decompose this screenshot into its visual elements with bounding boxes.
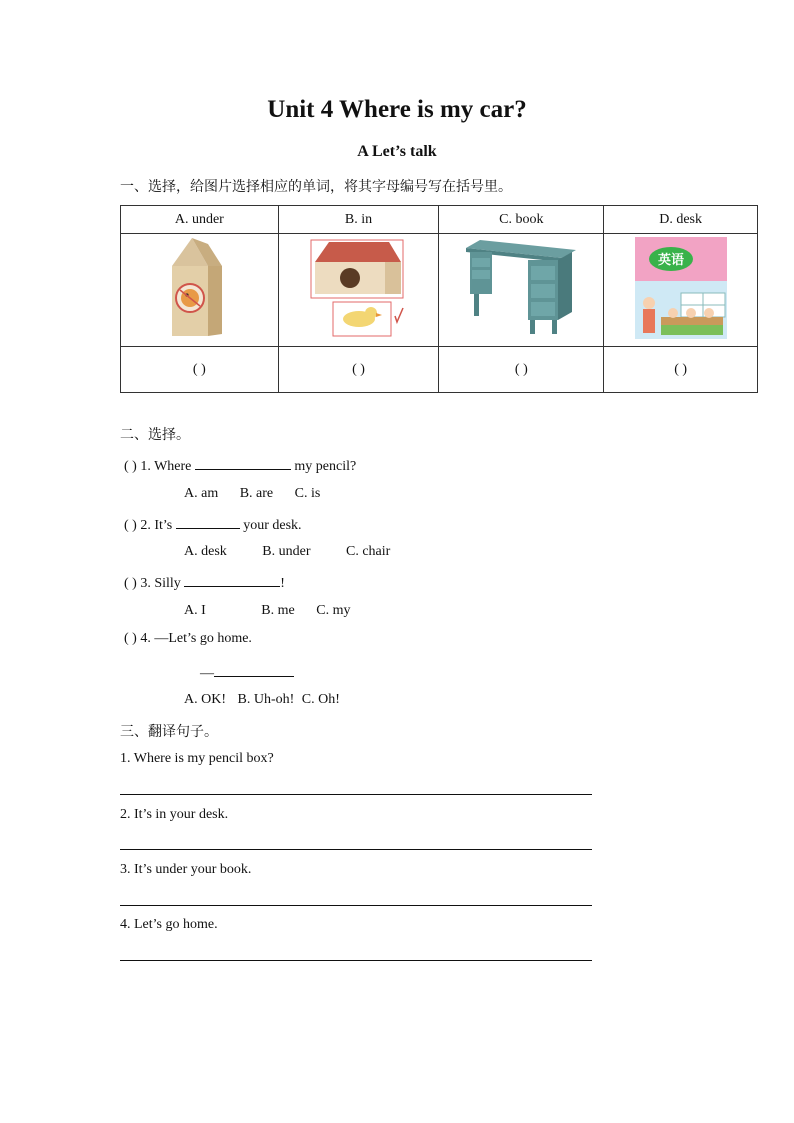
section3-heading: 三、翻译句子。 (120, 724, 218, 740)
picture-table (120, 205, 758, 393)
answer-line-1[interactable] (120, 794, 592, 795)
option-a: A. am (184, 486, 219, 501)
option-b: B. me (261, 603, 295, 618)
question-text: 1. Where (140, 459, 192, 474)
option-c: C. book (439, 206, 604, 234)
answer-paren[interactable]: ( ) (124, 631, 137, 646)
question-text: 2. It’s (140, 518, 173, 533)
question-1 (124, 455, 356, 475)
sentence-3: 3. It’s under your book. (120, 862, 252, 877)
section1-heading: 一、选择，给图片选择相应的单词，将其字母编号写在括号里。 (120, 179, 512, 195)
desk-picture (464, 238, 578, 338)
picture-cell-1 (121, 234, 279, 347)
answer-line-2[interactable] (120, 849, 592, 850)
option-a: A. I (184, 603, 206, 618)
picture-cell-3 (439, 234, 604, 347)
book-cover-text: 英语 (657, 252, 684, 268)
sentence-4: 4. Let’s go home. (120, 917, 218, 932)
page-title: Unit 4 Where is my car? (267, 96, 527, 123)
page-subtitle: A Let’s talk (357, 143, 437, 160)
option-c: C. chair (346, 544, 391, 559)
reply-dash: — (200, 666, 214, 681)
sentence-1: 1. Where is my pencil box? (120, 751, 274, 766)
question-4-reply (200, 662, 294, 682)
answer-paren-1[interactable]: ( ) (121, 347, 279, 393)
question-2 (124, 514, 302, 534)
question-text: ! (280, 576, 285, 591)
option-b: B. Uh-oh! (237, 692, 295, 707)
question-text: 4. —Let’s go home. (140, 631, 252, 646)
fill-blank[interactable] (176, 514, 240, 529)
option-a: A. under (121, 206, 279, 234)
question-3-options (184, 603, 350, 619)
fill-blank[interactable] (214, 662, 294, 677)
question-text: 3. Silly (140, 576, 181, 591)
answer-paren-4[interactable]: ( ) (604, 347, 758, 393)
option-d: D. desk (604, 206, 758, 234)
bird-house-picture (309, 238, 409, 338)
option-a: A. OK! (184, 692, 226, 707)
option-a: A. desk (184, 544, 227, 559)
bird-in-box-picture (164, 236, 234, 340)
question-4 (124, 631, 252, 647)
option-b: B. in (278, 206, 439, 234)
question-1-options (184, 486, 320, 502)
option-c: C. is (294, 486, 321, 501)
section2-heading: 二、选择。 (120, 427, 190, 443)
fill-blank[interactable] (195, 455, 291, 470)
fill-blank[interactable] (184, 572, 280, 587)
question-text: my pencil? (294, 459, 357, 474)
answer-paren-3[interactable]: ( ) (439, 347, 604, 393)
answer-paren[interactable]: ( ) (124, 576, 137, 591)
option-b: B. are (239, 486, 274, 501)
question-3 (124, 572, 285, 592)
answer-paren[interactable]: ( ) (124, 459, 137, 474)
answer-line-3[interactable] (120, 905, 592, 906)
option-c: C. Oh! (301, 692, 340, 707)
picture-cell-2 (278, 234, 439, 347)
book-cover-picture (635, 237, 727, 339)
option-b: B. under (262, 544, 311, 559)
question-4-options (184, 692, 340, 708)
sentence-2: 2. It’s in your desk. (120, 807, 229, 822)
option-c: C. my (316, 603, 351, 618)
picture-cell-4 (604, 234, 758, 347)
answer-line-4[interactable] (120, 960, 592, 961)
answer-paren[interactable]: ( ) (124, 518, 137, 533)
answer-paren-2[interactable]: ( ) (278, 347, 439, 393)
question-text: your desk. (243, 518, 302, 533)
question-2-options (184, 544, 390, 560)
